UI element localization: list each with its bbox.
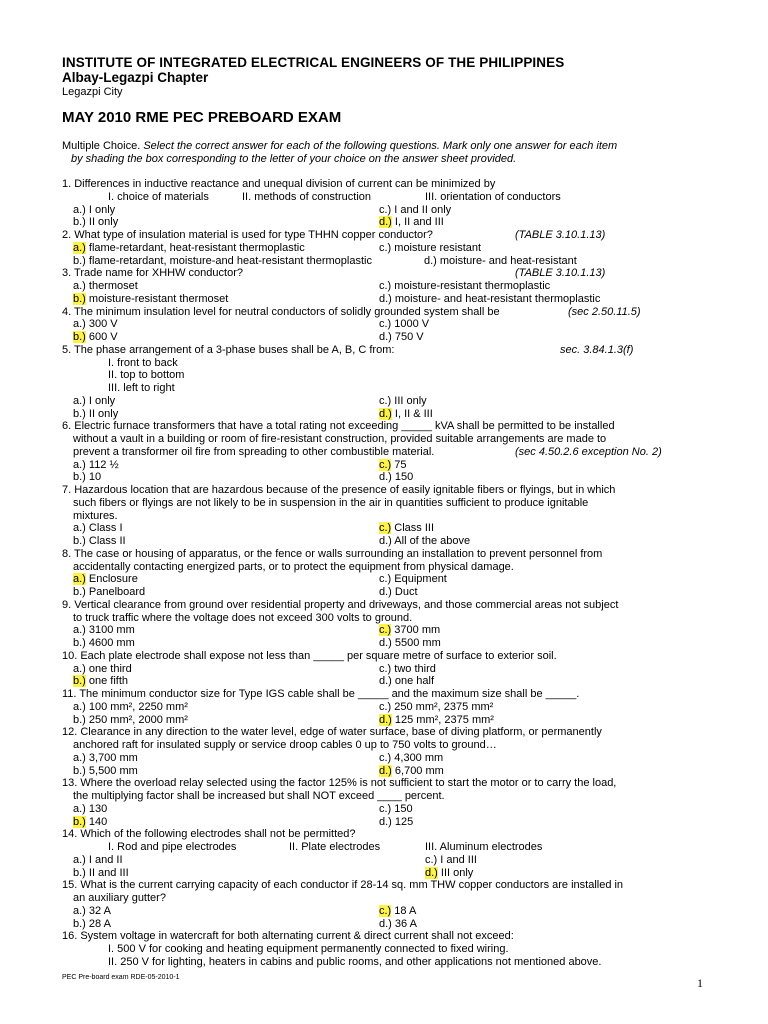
choice-d: d.) 750 V	[379, 331, 424, 343]
choice-d: d.) Duct	[379, 586, 418, 598]
question-10	[62, 650, 712, 688]
roman-option: I. Rod and pipe electrodes	[108, 841, 237, 853]
choice-c: c.) 150	[379, 802, 413, 815]
question-stem-cont: an auxiliary gutter?	[73, 892, 166, 904]
choice-a: a.) I and II	[73, 853, 123, 866]
choice-b-answer: b.) one fifth	[73, 675, 129, 688]
choice-c: c.) III only	[379, 394, 427, 407]
question-stem: 9. Vertical clearance from ground over residential property and driveways, and those commercial areas not subject	[62, 598, 619, 611]
exam-title: MAY 2010 RME PEC PREBOARD EXAM	[62, 109, 342, 126]
instructions-text-1: Select the correct answer for each of the following questions. Mark only one answer for each item	[143, 140, 618, 152]
choice-a: a.) 3100 mm	[73, 624, 135, 637]
choice-a: a.) 130	[73, 802, 108, 815]
choice-a: a.) I only	[73, 394, 116, 407]
question-3	[62, 267, 712, 305]
reference: (TABLE 3.10.1.13)	[515, 229, 606, 241]
question-stem: 2. What type of insulation material is used for type THHN copper conductor?	[62, 229, 433, 241]
roman-option: I. front to back	[108, 356, 178, 369]
question-stem: 16. System voltage in watercraft for both alternating current & direct current shall not exceed:	[62, 930, 514, 943]
question-stem-cont: without a vault in a building or room of fire-resistant construction, provided suitable arrangements are made to	[73, 433, 607, 445]
question-stem: 7. Hazardous location that are hazardous because of the presence of easily ignitable fibers or flyings, but in which	[62, 484, 616, 496]
roman-option: I. 500 V for cooking and heating equipment permanently connected to fixed wiring.	[108, 943, 509, 955]
question-stem: 10. Each plate electrode shall expose not less than _____ per square metre of surface to exterior soil.	[62, 649, 557, 662]
question-13	[62, 777, 712, 828]
answer-highlight: b.)	[73, 815, 86, 828]
answer-highlight: d.)	[425, 866, 438, 879]
choice-d-answer: d.) III only	[425, 866, 474, 879]
question-16	[62, 930, 712, 968]
answer-highlight: d.)	[379, 713, 392, 726]
question-stem-cont: mixtures.	[73, 509, 118, 522]
instructions	[62, 140, 712, 165]
choice-c: c.) moisture resistant	[379, 241, 482, 254]
question-15	[62, 879, 712, 930]
choice-d-answer: d.) I, II & III	[379, 407, 433, 420]
footer-doc-id: PEC Pre-board exam RDE-05-2010-1	[62, 974, 180, 981]
choice-b: b.) flame-retardant, moisture-and heat-resistant thermoplastic	[73, 254, 372, 267]
question-stem: 3. Trade name for XHHW conductor?	[62, 267, 243, 280]
question-1	[62, 178, 712, 229]
institute-name: INSTITUTE OF INTEGRATED ELECTRICAL ENGINEERS OF THE PHILIPPINES	[62, 55, 565, 70]
choice-d: d.) All of the above	[379, 535, 471, 547]
roman-option: III. orientation of conductors	[425, 190, 561, 203]
choice-c: c.) 250 mm², 2375 mm²	[379, 700, 494, 713]
question-stem: 15. What is the current carrying capacity of each conductor if 28-14 sq. mm THW copper conductors are installed in	[62, 879, 624, 892]
question-5	[62, 344, 712, 421]
question-stem-cont: to truck traffic where the voltage does not exceed 300 volts to ground.	[73, 611, 413, 624]
roman-option: III. left to right	[108, 382, 175, 394]
question-12	[62, 726, 712, 777]
choice-c: c.) I and III	[425, 853, 477, 866]
choice-b: b.) II only	[73, 407, 119, 420]
choice-c: c.) I and II only	[379, 203, 452, 216]
answer-highlight: a.)	[73, 241, 86, 254]
question-2	[62, 229, 712, 267]
answer-highlight: c.)	[379, 458, 392, 471]
question-stem-cont: such fibers or flyings are not likely to be in suspension in the air in quantities sufficient to produce ignitable	[73, 496, 589, 509]
choice-d: d.) moisture- and heat-resistant	[424, 254, 577, 267]
choice-d-answer: d.) 6,700 mm	[379, 764, 444, 777]
answer-highlight: b.)	[73, 675, 86, 688]
instructions-text-2: by shading the box corresponding to the letter of your choice on the answer sheet provided.	[71, 152, 517, 165]
choice-b: b.) 10	[73, 471, 102, 484]
question-stem: 5. The phase arrangement of a 3-phase buses shall be A, B, C from:	[62, 343, 395, 356]
choice-b: b.) Panelboard	[73, 586, 146, 598]
question-7	[62, 484, 712, 548]
choice-b: b.) II and III	[73, 866, 129, 879]
choice-c: c.) Equipment	[379, 573, 447, 586]
answer-highlight: c.)	[379, 624, 392, 637]
question-stem: 1. Differences in inductive reactance and unequal division of current can be minimized by	[62, 178, 496, 190]
question-stem: 14. Which of the following electrodes shall not be permitted?	[62, 828, 356, 841]
choice-d: d.) 5500 mm	[379, 637, 441, 649]
choice-b: b.) 4600 mm	[73, 637, 135, 649]
question-14	[62, 828, 712, 879]
roman-option: II. top to bottom	[108, 369, 185, 382]
answer-highlight: b.)	[73, 292, 86, 305]
question-stem-cont: the multiplying factor shall be increased but shall NOT exceed ____ percent.	[73, 790, 445, 802]
question-stem-cont: accidentally contacting energized parts, or to protect the equipment from physical damage.	[73, 560, 514, 573]
choice-a-answer: a.) flame-retardant, heat-resistant thermoplastic	[73, 241, 305, 254]
answer-highlight: d.)	[379, 407, 392, 420]
question-9	[62, 599, 712, 650]
question-list	[62, 178, 712, 969]
choice-a: a.) 3,700 mm	[73, 751, 138, 764]
answer-highlight: d.)	[379, 764, 392, 777]
answer-highlight: c.)	[379, 904, 392, 917]
question-4	[62, 306, 712, 344]
question-stem: 11. The minimum conductor size for Type IGS cable shall be _____ and the maximum size shall be _____.	[62, 688, 580, 700]
choice-b: b.) 250 mm², 2000 mm²	[73, 713, 188, 726]
choice-c: c.) 4,300 mm	[379, 751, 444, 764]
choice-a: a.) thermoset	[73, 280, 138, 292]
choice-a: a.) I only	[73, 203, 116, 216]
choice-b: b.) 5,500 mm	[73, 764, 138, 777]
roman-option: II. Plate electrodes	[289, 841, 381, 853]
reference: sec. 3.84.1.3(f)	[560, 343, 634, 356]
question-6	[62, 420, 712, 484]
question-stem: 4. The minimum insulation level for neutral conductors of solidly grounded system shall be	[62, 305, 500, 318]
choice-a: a.) one third	[73, 662, 132, 675]
city-name: Legazpi City	[62, 86, 123, 98]
roman-option: II. 250 V for lighting, heaters in cabins and public rooms, and other applications not mentioned above.	[108, 955, 602, 968]
choice-a-answer: a.) Enclosure	[73, 573, 138, 586]
choice-a: a.) 112 ½	[73, 458, 119, 471]
question-stem: 13. Where the overload relay selected using the factor 125% is not sufficient to start the motor or to carry the load,	[62, 777, 617, 790]
choice-d: d.) 36 A	[379, 917, 417, 930]
choice-d: d.) 150	[379, 471, 414, 484]
answer-highlight: d.)	[379, 216, 392, 229]
choice-c-answer: c.) Class III	[379, 522, 435, 535]
choice-b-answer: b.) moisture-resistant thermoset	[73, 292, 229, 305]
roman-option: III. Aluminum electrodes	[425, 841, 543, 853]
choice-b-answer: b.) 140	[73, 815, 108, 828]
choice-d: d.) 125	[379, 815, 414, 828]
choice-c: c.) moisture-resistant thermoplastic	[379, 280, 551, 292]
question-11	[62, 688, 712, 726]
question-stem: 12. Clearance in any direction to the water level, edge of water surface, base of diving platform, or permanently	[62, 726, 602, 739]
question-stem: 8. The case or housing of apparatus, or the fence or walls surrounding an installation to prevent personnel from	[62, 547, 603, 560]
answer-highlight: c.)	[379, 522, 392, 535]
choice-b-answer: b.) 600 V	[73, 331, 118, 343]
choice-d: d.) moisture- and heat-resistant thermoplastic	[379, 292, 601, 305]
roman-option: I. choice of materials	[108, 190, 209, 203]
choice-b: b.) Class II	[73, 535, 126, 547]
choice-d-answer: d.) I, II and III	[379, 216, 444, 229]
reference: (sec 4.50.2.6 exception No. 2)	[515, 445, 662, 458]
question-8	[62, 548, 712, 599]
reference: (TABLE 3.10.1.13)	[515, 267, 606, 280]
choice-b: b.) II only	[73, 216, 119, 229]
page-number: 1	[697, 976, 703, 990]
question-stem-cont: anchored raft for insulated supply or service droop cables 0 up to 750 volts to ground…	[73, 739, 497, 751]
chapter-name: Albay-Legazpi Chapter	[62, 70, 209, 85]
question-stem: 6. Electric furnace transformers that have a total rating not exceeding _____ kVA shall be permitted to be installed	[62, 420, 615, 433]
answer-highlight: b.)	[73, 331, 86, 343]
question-stem-cont: prevent a transformer oil fire from spreading to other combustible material.	[73, 445, 435, 458]
choice-d-answer: d.) 125 mm², 2375 mm²	[379, 713, 494, 726]
choice-c-answer: c.) 3700 mm	[379, 624, 441, 637]
reference: (sec 2.50.11.5)	[568, 305, 641, 318]
instructions-lead: Multiple Choice.	[62, 140, 141, 152]
choice-a: a.) Class I	[73, 522, 123, 535]
choice-a: a.) 100 mm², 2250 mm²	[73, 700, 188, 713]
choice-b: b.) 28 A	[73, 917, 111, 930]
choice-c: c.) 1000 V	[379, 318, 430, 331]
choice-c-answer: c.) 18 A	[379, 904, 417, 917]
choice-d: d.) one half	[379, 675, 435, 688]
roman-option: II. methods of construction	[242, 190, 372, 203]
choice-c-answer: c.) 75	[379, 458, 407, 471]
choice-c: c.) two third	[379, 662, 436, 675]
choice-a: a.) 32 A	[73, 904, 111, 917]
answer-highlight: a.)	[73, 573, 86, 586]
choice-a: a.) 300 V	[73, 318, 118, 331]
